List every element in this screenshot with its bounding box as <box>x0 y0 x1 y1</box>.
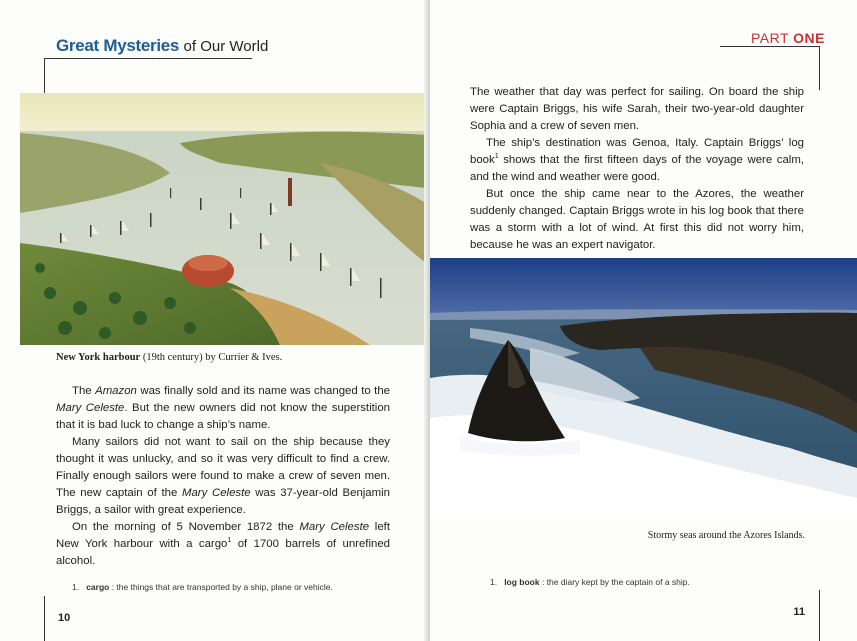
footnote-term: cargo <box>86 582 110 592</box>
series-title-main: Great Mysteries <box>56 36 180 55</box>
footnote-marker: 1 <box>227 537 232 545</box>
stormy-sea-rocks-photo <box>430 258 857 520</box>
series-title-rest: of Our World <box>183 38 269 55</box>
footnote: 1. log book : the diary kept by the captain of a ship. <box>490 577 690 587</box>
caption-title: New York harbour <box>56 352 141 363</box>
image-caption <box>56 352 282 363</box>
paragraph: The Amazon was finally sold and its name was changed to the Mary Celeste. But the new owners did not know the superstition that it is bad luck to change a ship’s name. <box>56 385 390 431</box>
paragraph: But once the ship came near to the Azores, the weather suddenly changed. Captain Briggs wrote in his log book that there was a storm with a lot of wind. At first this did not worry him, because he was an expert navigator. <box>470 188 804 251</box>
header-rule-vertical <box>44 58 45 94</box>
part-label: PART ONE <box>750 30 825 46</box>
footnote-term: log book <box>504 577 540 587</box>
new-york-harbour-illustration <box>20 93 426 345</box>
header-rule <box>44 58 252 59</box>
footer-rule <box>819 590 820 641</box>
right-page <box>430 0 857 641</box>
series-title <box>56 36 268 56</box>
body-text <box>56 383 390 570</box>
footnote: 1. cargo : the things that are transported by a ship, plane or vehicle. <box>72 582 333 592</box>
paragraph: The ship’s destination was Genoa, Italy. Captain Briggs’ log book$^1$ shows that the first fifteen days of the voyage were calm, and the wind and weather were good. <box>470 137 804 183</box>
paragraph: Many sailors did not want to sail on the ship because they thought it was unlucky, and so it was very difficult to find a crew. Finally enough sailors were found to make a crew of seven men. The new captain of the Mary Celeste was 37-year-old Benjamin Briggs, a sailor with great experience. <box>56 436 390 516</box>
body-text <box>470 84 804 254</box>
caption-credit: (19th century) by Currier & Ives. <box>140 352 283 363</box>
header-rule-vertical <box>819 46 820 90</box>
page-number: 10 <box>58 612 71 624</box>
footer-rule <box>44 596 45 641</box>
footnote-marker: 1 <box>494 153 499 161</box>
header-rule <box>720 46 820 47</box>
page-number: 11 <box>793 606 805 618</box>
paragraph: The weather that day was perfect for sailing. On board the ship were Captain Briggs, his wife Sarah, their two-year-old daughter Sophia and a crew of seven men. <box>470 86 804 132</box>
left-page <box>0 0 428 641</box>
paragraph: On the morning of 5 November 1872 the Mary Celeste left New York harbour with a cargo$^1$ of 1700 barrels of unrefined alcohol. <box>56 521 391 567</box>
image-caption: Stormy seas around the Azores Islands. <box>647 530 805 541</box>
